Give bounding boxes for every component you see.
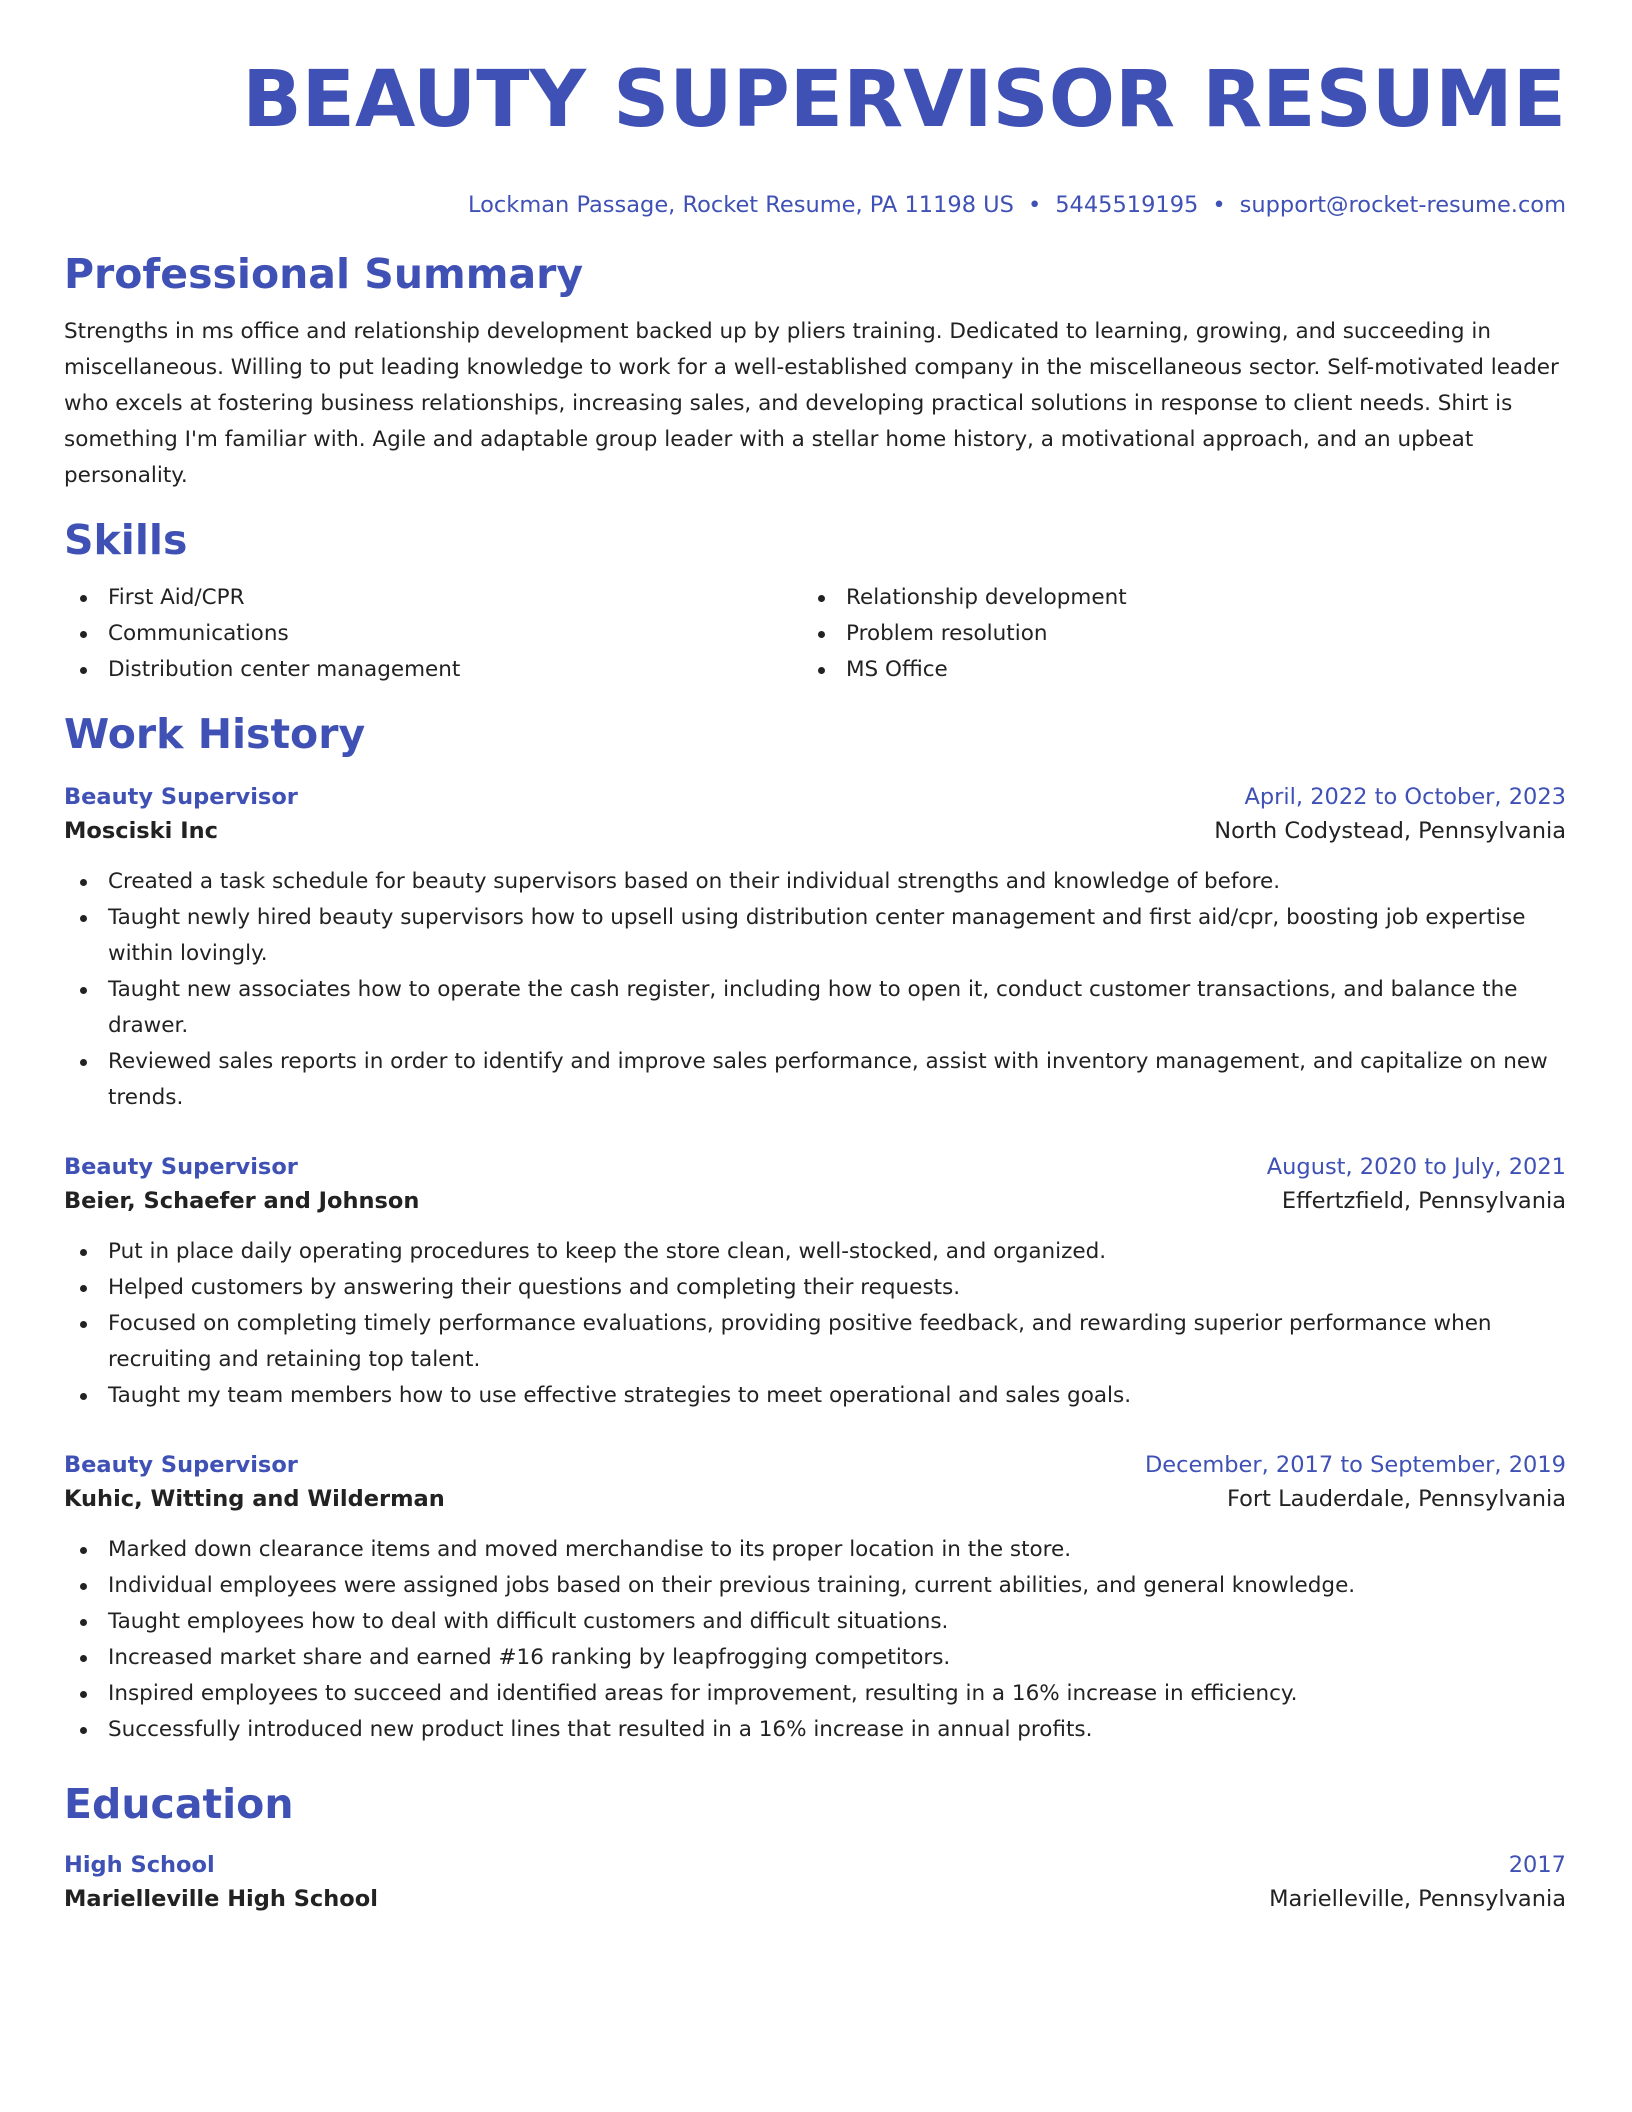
- job-header-row: [64, 1150, 1566, 1184]
- job-bullets: [64, 864, 1566, 1116]
- education-school: Marielleville High School: [64, 1886, 378, 1912]
- skill-item: Communications: [64, 616, 802, 652]
- job-bullets: [64, 1532, 1566, 1748]
- job-entry: [64, 1150, 1566, 1414]
- education-header-row: [64, 1848, 1566, 1882]
- job-company-row: [64, 1482, 1566, 1516]
- contact-line: [64, 190, 1566, 220]
- skill-item: Problem resolution: [802, 616, 1540, 652]
- page-title: BEAUTY SUPERVISOR RESUME: [242, 55, 1566, 145]
- job-title: Beauty Supervisor: [64, 784, 298, 810]
- job-company: Kuhic, Witting and Wilderman: [64, 1486, 445, 1512]
- job-entry: [64, 780, 1566, 1116]
- job-dates: April, 2022 to October, 2023: [1244, 784, 1566, 810]
- job-bullet: Increased market share and earned #16 ranking by leapfrogging competitors.: [64, 1640, 1566, 1676]
- job-bullet: Reviewed sales reports in order to identify and improve sales performance, assist with inventory management, and capitalize on new trends.: [64, 1044, 1566, 1116]
- job-bullet: Taught employees how to deal with difficult customers and difficult situations.: [64, 1604, 1566, 1640]
- job-bullet: Individual employees were assigned jobs based on their previous training, current abilities, and general knowledge.: [64, 1568, 1566, 1604]
- education-location: Marielleville, Pennsylvania: [1269, 1886, 1566, 1912]
- job-header-row: [64, 1448, 1566, 1482]
- skills-list: [64, 580, 1566, 688]
- job-bullet: Taught newly hired beauty supervisors how to upsell using distribution center management and first aid/cpr, boosting job expertise within lovingly.: [64, 900, 1566, 972]
- job-title: Beauty Supervisor: [64, 1154, 298, 1180]
- job-location: Fort Lauderdale, Pennsylvania: [1227, 1486, 1566, 1512]
- job-location: Effertzfield, Pennsylvania: [1281, 1188, 1566, 1214]
- education-year: 2017: [1508, 1852, 1566, 1878]
- job-bullet: Successfully introduced new product lines that resulted in a 16% increase in annual profits.: [64, 1712, 1566, 1748]
- skill-item: Distribution center management: [64, 652, 802, 688]
- job-company-row: [64, 1184, 1566, 1218]
- job-bullet: Created a task schedule for beauty supervisors based on their individual strengths and knowledge of before.: [64, 864, 1566, 900]
- contact-separator: •: [1212, 192, 1226, 218]
- work-history-heading: Work History: [64, 710, 366, 758]
- education-heading: Education: [64, 1780, 294, 1828]
- job-dates: August, 2020 to July, 2021: [1266, 1154, 1566, 1180]
- skill-item: First Aid/CPR: [64, 580, 802, 616]
- education-entry: [64, 1848, 1566, 1916]
- job-location: North Codystead, Pennsylvania: [1214, 818, 1566, 844]
- job-bullet: Taught my team members how to use effective strategies to meet operational and sales goals.: [64, 1378, 1566, 1414]
- job-header-row: [64, 780, 1566, 814]
- contact-email: support@rocket-resume.com: [1239, 192, 1566, 218]
- job-bullet: Marked down clearance items and moved merchandise to its proper location in the store.: [64, 1532, 1566, 1568]
- job-entry: [64, 1448, 1566, 1748]
- job-company: Mosciski Inc: [64, 818, 218, 844]
- skills-heading: Skills: [64, 516, 188, 564]
- skill-item: MS Office: [802, 652, 1540, 688]
- job-bullet: Helped customers by answering their questions and completing their requests.: [64, 1270, 1566, 1306]
- job-bullets: [64, 1234, 1566, 1414]
- summary-heading: Professional Summary: [64, 250, 584, 298]
- education-degree: High School: [64, 1852, 215, 1878]
- job-bullet: Put in place daily operating procedures to keep the store clean, well-stocked, and organized.: [64, 1234, 1566, 1270]
- job-bullet: Focused on completing timely performance evaluations, providing positive feedback, and rewarding superior performance when recruiting and retaining top talent.: [64, 1306, 1566, 1378]
- contact-address: Lockman Passage, Rocket Resume, PA 11198 US: [468, 192, 1014, 218]
- job-dates: December, 2017 to September, 2019: [1144, 1452, 1566, 1478]
- skills-column-right: [802, 580, 1540, 688]
- job-bullet: Taught new associates how to operate the cash register, including how to open it, conduct customer transactions, and balance the drawer.: [64, 972, 1566, 1044]
- summary-text: Strengths in ms office and relationship development backed up by pliers training. Dedicated to learning, growing, and succeeding in miscellaneous. Willing to put leading knowledge to work for a well-established company in the miscellaneous sector. Self-motivated leader who excels at fostering business relationships, increasing sales, and developing practical solutions in response to client needs. Shirt is something I'm familiar with. Agile and adaptable group leader with a stellar home history, a motivational approach, and an upbeat personality.: [64, 319, 1559, 488]
- contact-phone: 5445519195: [1055, 192, 1199, 218]
- skill-item: Relationship development: [802, 580, 1540, 616]
- skills-column-left: [64, 580, 802, 688]
- contact-separator: •: [1027, 192, 1042, 218]
- job-company-row: [64, 814, 1566, 848]
- job-bullet: Inspired employees to succeed and identified areas for improvement, resulting in a 16% increase in efficiency.: [64, 1676, 1566, 1712]
- education-school-row: [64, 1882, 1566, 1916]
- job-title: Beauty Supervisor: [64, 1452, 298, 1478]
- job-company: Beier, Schaefer and Johnson: [64, 1188, 420, 1214]
